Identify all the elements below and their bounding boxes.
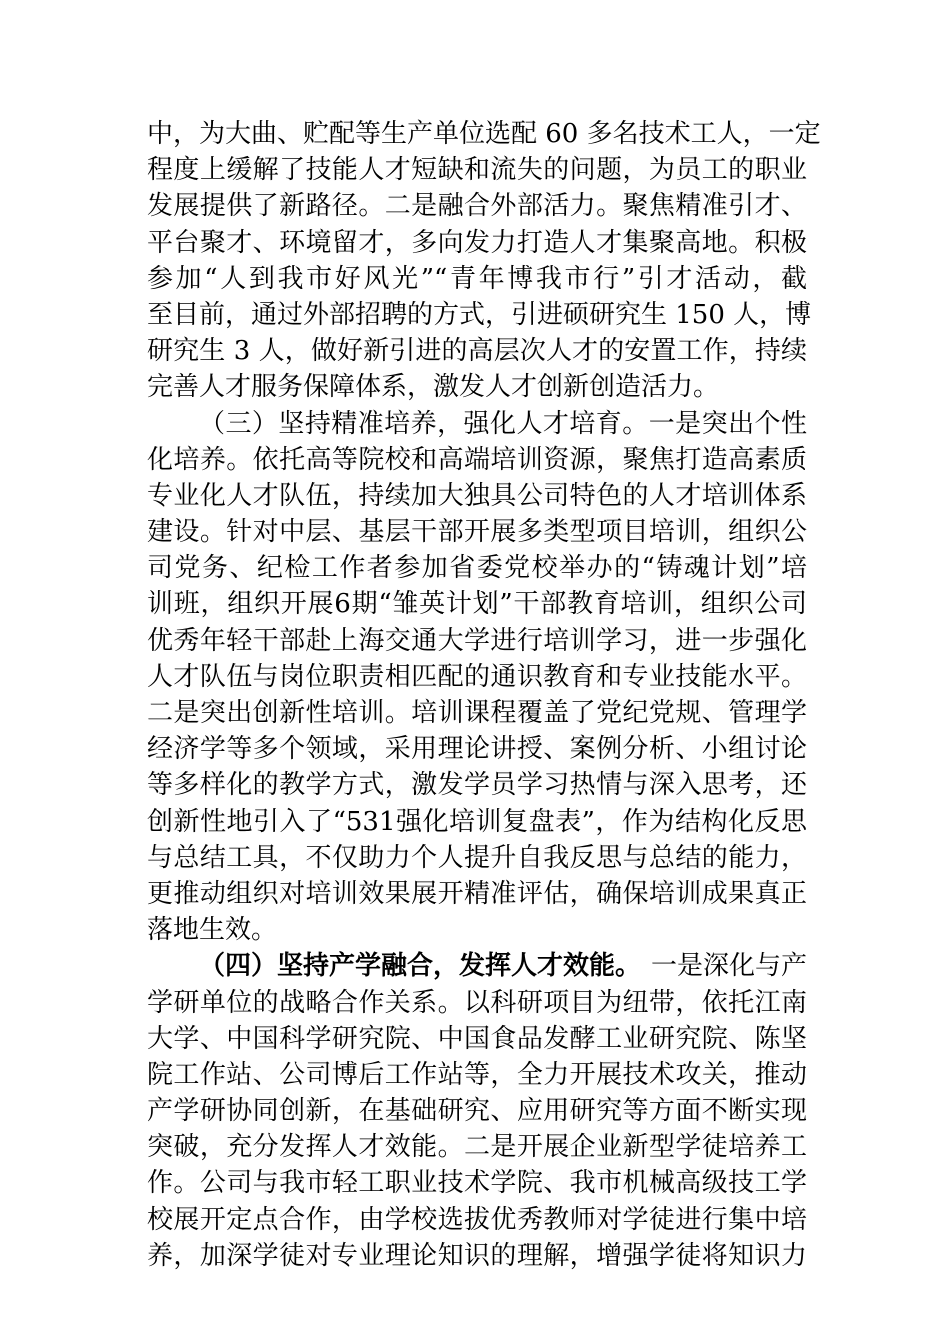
text-line: 司党务、纪检工作者参加省委党校举办的“铸魂计划”培 xyxy=(147,553,807,584)
text-line: 学研单位的战略合作关系。以科研项目为纽带，依托江南 xyxy=(147,987,807,1018)
text-line: 平台聚才、环境留才，多向发力打造人才集聚高地。积极 xyxy=(147,227,807,258)
section-heading-line xyxy=(147,948,807,984)
text-line: 落地生效。 xyxy=(147,915,278,946)
text-line: 参加“人到我市好风光”“青年博我市行”引才活动，截 xyxy=(147,263,807,294)
text-line: 校展开定点合作，由学校选拔优秀教师对学徒进行集中培 xyxy=(147,1204,807,1235)
text-line: 作。公司与我市轻工职业技术学院、我市机械高级技工学 xyxy=(147,1168,807,1199)
text-line: 化培养。依托高等院校和高端培训资源，聚焦打造高素质 xyxy=(147,444,807,475)
text-line: 研究生 3 人，做好新引进的高层次人才的安置工作，持续 xyxy=(147,336,807,367)
text-line: 产学研协同创新，在基础研究、应用研究等方面不断实现 xyxy=(147,1096,807,1127)
text-line: 经济学等多个领域，采用理论讲授、案例分析、小组讨论 xyxy=(147,734,807,765)
body-text xyxy=(147,116,821,1274)
text-line: 建设。针对中层、基层干部开展多类型项目培训，组织公 xyxy=(147,517,807,548)
section-heading-line: （三）坚持精准培养，强化人才培育。一是突出个性 xyxy=(199,408,807,439)
text-line: 与总结工具，不仅助力个人提升自我反思与总结的能力， xyxy=(147,842,807,873)
text-line: 发展提供了新路径。二是融合外部活力。聚焦精准引才、 xyxy=(147,191,807,222)
text-line: 至目前，通过外部招聘的方式，引进硕研究生 150 人，博 xyxy=(147,299,812,330)
text-line: 程度上缓解了技能人才短缺和流失的问题，为员工的职业 xyxy=(147,155,807,186)
text-line: 完善人才服务保障体系，激发人才创新创造活力。 xyxy=(147,372,720,403)
text-line: 更推动组织对培训效果展开精准评估，确保培训成果真正 xyxy=(147,878,807,909)
section-heading: （四）坚持产学融合，发挥人才效能。 xyxy=(199,951,642,982)
text-line: 二是突出创新性培训。培训课程覆盖了党纪党规、管理学 xyxy=(147,698,807,728)
text-line: 人才队伍与岗位职责相匹配的通识教育和专业技能水平。 xyxy=(147,661,807,692)
text-line: 训班，组织开展6期“雏英计划”干部教育培训，组织公司 xyxy=(147,589,807,620)
text-line: 大学、中国科学研究院、中国食品发酵工业研究院、陈坚 xyxy=(147,1023,807,1054)
text-line: 养，加深学徒对专业理论知识的理解，增强学徒将知识力 xyxy=(147,1240,807,1271)
text-line: 等多样化的教学方式，激发学员学习热情与深入思考，还 xyxy=(147,770,807,801)
text-line: 院工作站、公司博后工作站等，全力开展技术攻关，推动 xyxy=(147,1059,807,1090)
text-line: 专业化人才队伍，持续加大独具公司特色的人才培训体系 xyxy=(147,480,807,511)
text-line: 创新性地引入了“531强化培训复盘表”，作为结构化反思 xyxy=(147,806,807,837)
text-line: 优秀年轻干部赴上海交通大学进行培训学习，进一步强化 xyxy=(147,625,807,656)
text-line: 中，为大曲、贮配等生产单位选配 60 多名技术工人，一定 xyxy=(147,119,821,149)
text-fragment: 一是深化与产 xyxy=(650,951,807,982)
text-line: 突破，充分发挥人才效能。二是开展企业新型学徒培养工 xyxy=(147,1132,807,1163)
